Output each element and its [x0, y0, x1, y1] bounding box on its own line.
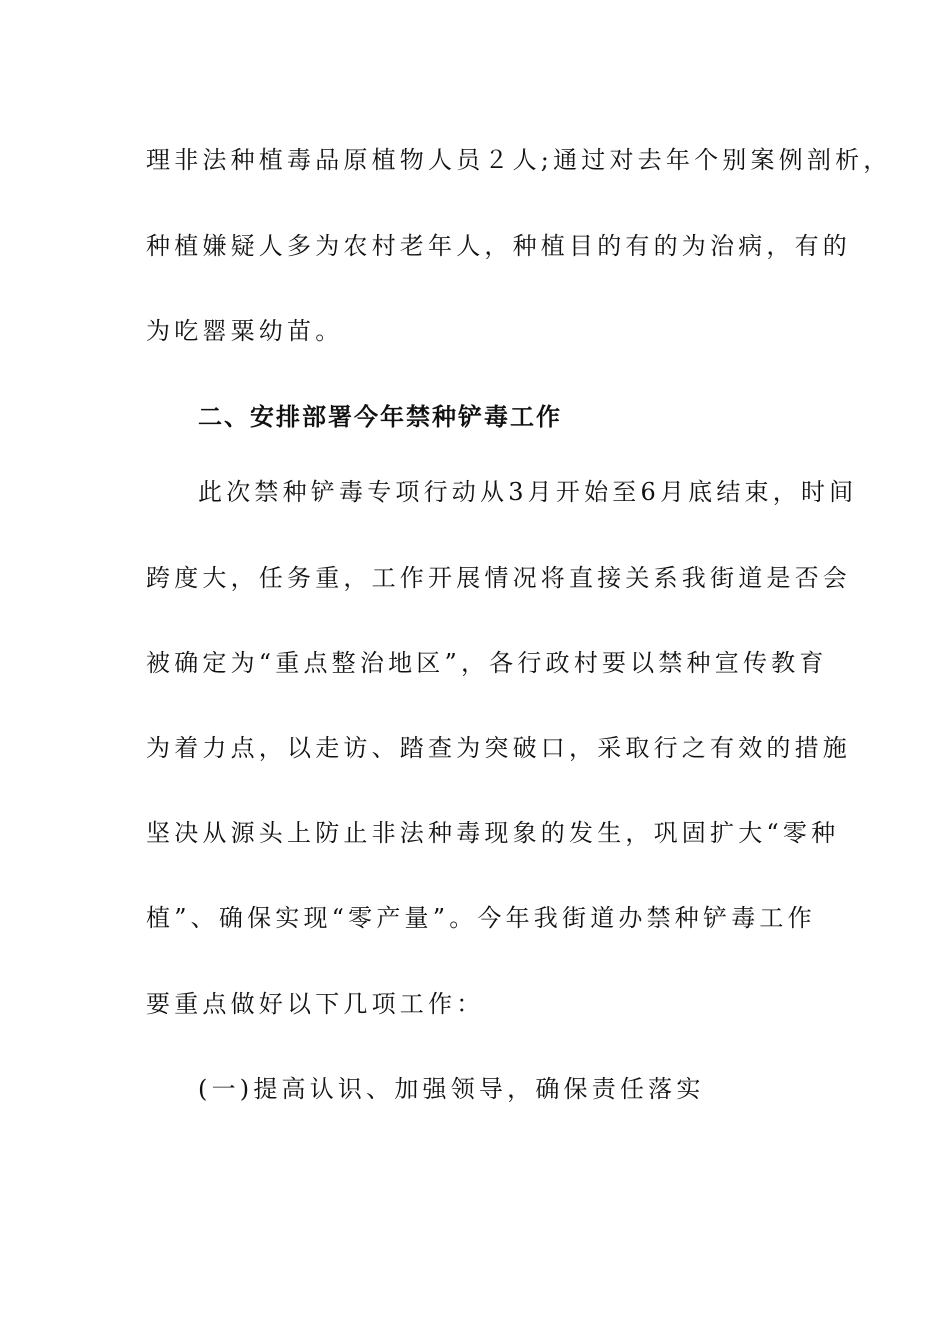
- body-text-line: 为吃罂粟幼苗。: [146, 317, 344, 345]
- body-text-line: 跨度大，任务重，工作开展情况将直接关系我街道是否会: [146, 564, 851, 592]
- body-text-line: 要重点做好以下几项工作：: [146, 990, 485, 1018]
- body-text-line: 理非法种植毒品原植物人员２人;通过对去年个别案例剖析，: [146, 146, 892, 174]
- subsection-heading: (一)提高认识、加强领导，确保责任落实: [198, 1075, 705, 1103]
- body-text-line: 坚决从源头上防止非法种毒现象的发生，巩固扩大“零种: [146, 819, 840, 847]
- body-text-line: 被确定为“重点整治地区”，各行政村要以禁种宣传教育: [146, 649, 828, 677]
- paragraph-first-line: 此次禁种铲毒专项行动从3月开始至6月底结束，时间: [198, 478, 858, 506]
- body-text-line: 种植嫌疑人多为农村老年人，种植目的有的为治病，有的: [146, 232, 851, 260]
- body-text-line: 植”、确保实现“零产量”。今年我街道办禁种铲毒工作: [146, 904, 816, 932]
- section-heading: 二、安排部署今年禁种铲毒工作: [198, 403, 562, 431]
- body-text-line: 为着力点，以走访、踏查为突破口，采取行之有效的措施: [146, 734, 851, 762]
